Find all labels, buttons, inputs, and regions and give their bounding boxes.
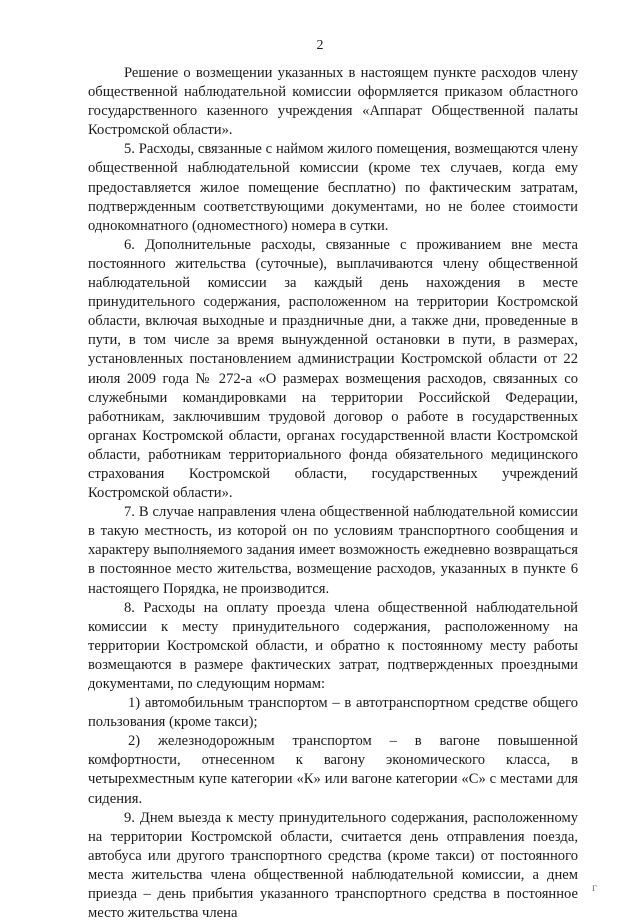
list-item-2: 2) железнодорожным транспортом – в вагоне повышенной комфортности, отнесенном к вагону экономического класса, в четырехместным купе категории «К» или вагоне категории «С» с местами для сидения. (88, 733, 578, 807)
page-number: 2 (316, 38, 324, 53)
paragraph-5: 5. Расходы, связанные с наймом жилого помещения, возмещаются члену общественной наблюдательной комиссии (кроме тех случаев, когда ему предоставляется жилое помещение бесплатно) по фактическим затратам, подтвержденным соответствующими документами, но не более стоимости однокомнатного (одноместного) номера в сутки. (88, 141, 578, 234)
footer-mark: г (592, 880, 597, 894)
paragraph-6: 6. Дополнительные расходы, связанные с проживанием вне места постоянного жительства (суточные), выплачиваются члену общественной наблюдательной комиссии за каждый день нахождения в месте принудительного содержания, расположенном на территории Костромской области, включая выходные и праздничные дни, а также дни, проведенные в пути, в том числе за время вынужденной остановки в пути, в размерах, установленных постановлением администрации Костромской области от 22 июля 2009 года № 272-а «О размерах возмещения расходов, связанных со служебными командировками на территории Российской Федерации, работникам, заключившим трудовой договор о работе в государственных органах Костромской области, органах государственной власти Костромской области, работникам территориального фонда обязательного медицинского страхования Костромской области, государственных учреждений Костромской области». (88, 236, 578, 502)
document-body (88, 64, 578, 923)
paragraph-decision: Решение о возмещении указанных в настоящем пункте расходов члену общественной наблюдательной комиссии оформляется приказом областного государственного казенного учреждения «Аппарат Общественной палаты Костромской области». (88, 65, 578, 139)
list-item-1: 1) автомобильным транспортом – в автотранспортном средстве общего пользования (кроме такси); (88, 695, 578, 731)
paragraph-8: 8. Расходы на оплату проезда члена общественной наблюдательной комиссии к месту принудительного содержания, расположенному на территории Костромской области, и обратно к постоянному месту работы возмещаются в размере фактических затрат, подтвержденных проездными документами, по следующим нормам: (88, 599, 578, 692)
paragraph-9: 9. Днем выезда к месту принудительного содержания, расположенному на территории Костромской области, считается день отправления поезда, автобуса или другого транспортного средства (кроме такси) от постоянного места жительства члена общественной наблюдательной комиссии, а днем приезда – день прибытия указанного транспортного средства в постоянное место жительства члена (88, 809, 578, 922)
paragraph-7: 7. В случае направления члена общественной наблюдательной комиссии в такую местность, из которой он по условиям транспортного сообщения и характеру выполняемого задания имеет возможность ежедневно возвращаться в постоянное место жительства, возмещение расходов, указанных в пункте 6 настоящего Порядка, не производится. (88, 504, 578, 597)
